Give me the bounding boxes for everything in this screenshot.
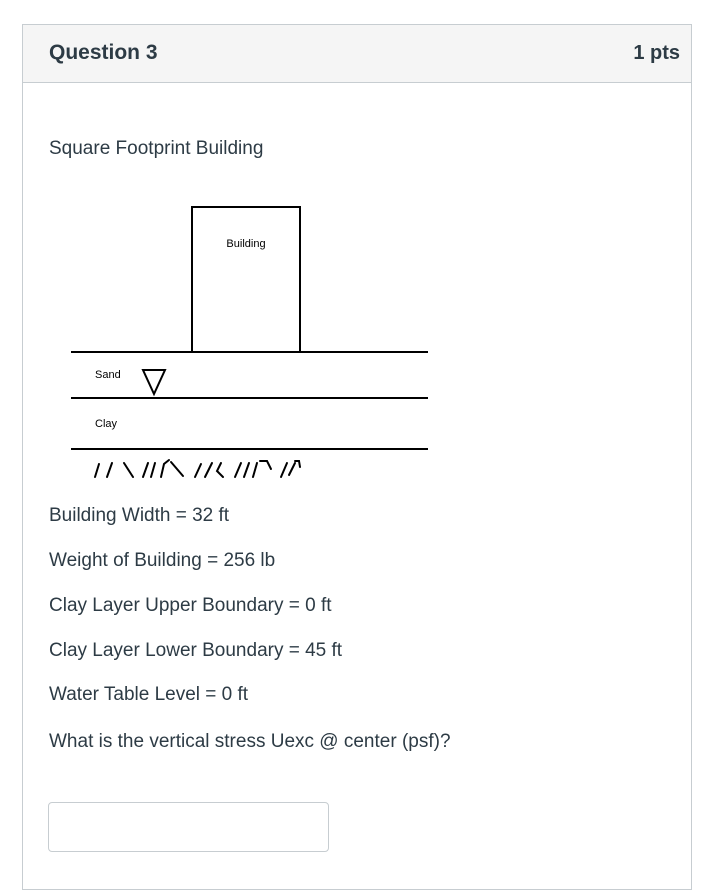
question-heading: Square Footprint Building	[49, 138, 264, 159]
bedrock-hatching	[95, 460, 300, 477]
question-header	[23, 25, 691, 83]
question-points: 1 pts	[633, 42, 680, 64]
question-prompt: What is the vertical stress Uexc @ center (psf)?	[49, 731, 451, 752]
sand-label: Sand	[95, 369, 121, 381]
clay-label: Clay	[95, 418, 118, 430]
given-clay-upper-boundary: Clay Layer Upper Boundary = 0 ft	[49, 595, 332, 616]
question-card	[22, 24, 692, 890]
given-water-table-level: Water Table Level = 0 ft	[49, 684, 249, 705]
given-building-weight: Weight of Building = 256 lb	[49, 550, 276, 571]
question-title: Question 3	[49, 41, 158, 64]
building-label: Building	[226, 238, 266, 250]
given-clay-lower-boundary: Clay Layer Lower Boundary = 45 ft	[49, 640, 343, 661]
given-building-width: Building Width = 32 ft	[49, 505, 230, 526]
water-table-icon	[143, 370, 165, 394]
building-outline	[192, 207, 300, 352]
soil-profile-diagram	[67, 205, 437, 505]
answer-input[interactable]	[48, 802, 329, 852]
